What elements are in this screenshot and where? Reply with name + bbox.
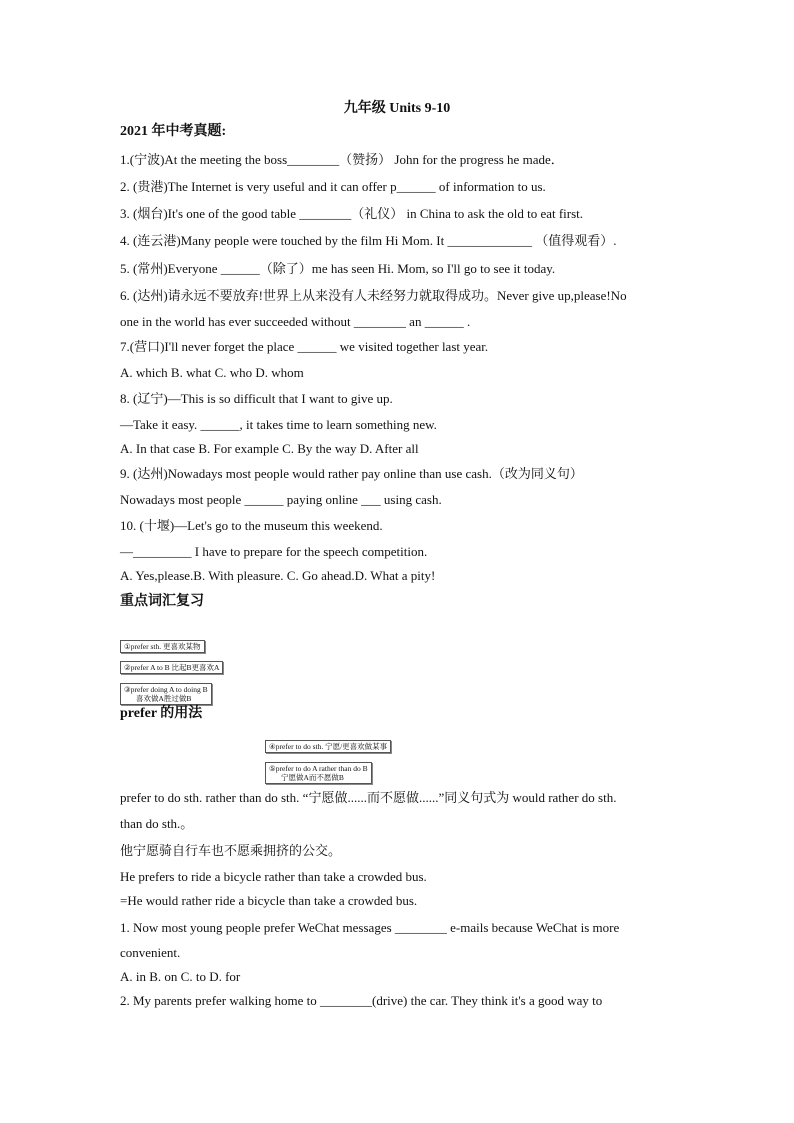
question-line: 7.(营口)I'll never forget the place ______ we visited together last year.: [120, 339, 489, 354]
usage-box: ⑤prefer to do A rather than do B 宁愿做A而不愿做B: [265, 762, 372, 784]
section-heading-vocab: 重点词汇复习: [120, 594, 204, 609]
question-line: Nowadays most people ______ paying online ___ using cash.: [120, 492, 442, 507]
question-line: 2. My parents prefer walking home to ________(drive) the car. They think it's a good way to: [120, 993, 603, 1008]
answer-options: A. in B. on C. to D. for: [120, 969, 241, 984]
example-en: He prefers to ride a bicycle rather than take a crowded bus.: [120, 869, 427, 884]
example-cn: 他宁愿骑自行车也不愿乘拥挤的公交。: [120, 843, 342, 858]
question-line: —_________ I have to prepare for the speech competition.: [120, 544, 428, 559]
question-line: 4. (连云港)Many people were touched by the film Hi Mom. It _____________ （值得观看）.: [120, 233, 617, 248]
usage-box: ④prefer to do sth. 宁愿/更喜欢做某事: [265, 740, 391, 753]
usage-box: ③prefer doing A to doing B 喜欢做A胜过做B: [120, 683, 212, 705]
explanation-line: than do sth.。: [120, 816, 194, 831]
question-line: one in the world has ever succeeded without ________ an ______ .: [120, 314, 471, 329]
question-line: 9. (达州)Nowadays most people would rather pay online than use cash.（改为同义句）: [120, 466, 583, 481]
answer-options: A. In that case B. For example C. By the way D. After all: [120, 441, 419, 456]
question-line: 6. (达州)请永远不要放弃!世界上从来没有人未经努力就取得成功。Never give up,please!No: [120, 288, 627, 303]
explanation-line: prefer to do sth. rather than do sth. “宁愿做......而不愿做......”同义句式为 would rather do sth.: [120, 790, 617, 805]
section-heading-exam: 2021 年中考真题:: [120, 124, 227, 139]
page-title: 九年级 Units 9-10: [343, 101, 451, 116]
usage-box: ②prefer A to B 比起B更喜欢A: [120, 661, 223, 674]
question-line: 8. (辽宁)—This is so difficult that I want to give up.: [120, 391, 393, 406]
answer-options: A. which B. what C. who D. whom: [120, 365, 304, 380]
question-line: 5. (常州)Everyone ______（除了）me has seen Hi. Mom, so I'll go to see it today.: [120, 261, 556, 276]
example-en: =He would rather ride a bicycle than take a crowded bus.: [120, 893, 418, 908]
question-line: —Take it easy. ______, it takes time to learn something new.: [120, 417, 437, 432]
answer-options: A. Yes,please.B. With pleasure. C. Go ahead.D. What a pity!: [120, 568, 436, 583]
question-line: 2. (贵港)The Internet is very useful and it can offer p______ of information to us.: [120, 179, 546, 194]
question-line: 3. (烟台)It's one of the good table ________（礼仪） in China to ask the old to eat first.: [120, 206, 584, 221]
question-line: 1.(宁波)At the meeting the boss________（赞扬） John for the progress he made．: [120, 152, 564, 167]
question-line: convenient.: [120, 945, 181, 960]
prefer-usage-heading: prefer 的用法: [120, 706, 203, 721]
question-line: 10. (十堰)—Let's go to the museum this weekend.: [120, 518, 383, 533]
usage-box: ①prefer sth. 更喜欢某物: [120, 640, 205, 653]
question-line: 1. Now most young people prefer WeChat messages ________ e-mails because WeChat is more: [120, 920, 620, 935]
